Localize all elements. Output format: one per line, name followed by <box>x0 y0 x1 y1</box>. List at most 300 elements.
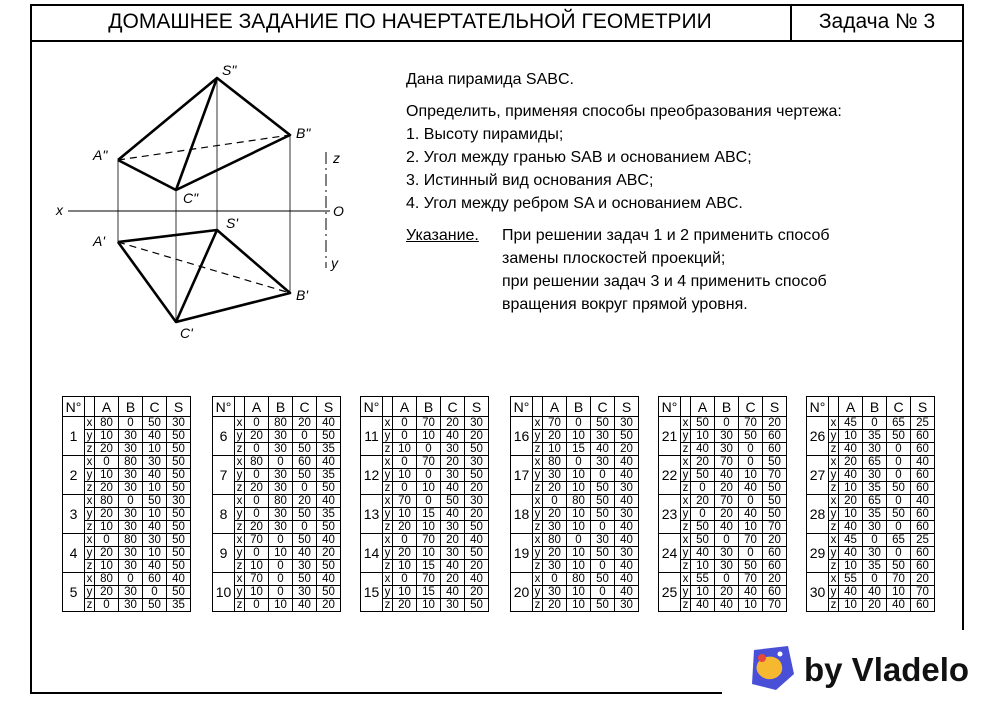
label-a2: A" <box>93 147 108 163</box>
coordinate-cell: 10 <box>567 469 591 482</box>
axis-label: y <box>235 508 245 521</box>
coordinate-cell: 0 <box>417 443 441 456</box>
label-b2: B" <box>296 125 311 141</box>
coordinate-cell: 40 <box>317 456 341 469</box>
coordinate-cell: 55 <box>691 573 715 586</box>
coordinate-cell: 0 <box>417 469 441 482</box>
table-header-cell: N° <box>807 397 829 417</box>
coordinate-cell: 20 <box>95 508 119 521</box>
coordinate-cell: 40 <box>143 469 167 482</box>
table-header-cell: A <box>543 397 567 417</box>
axis-label: x <box>85 573 95 586</box>
coordinate-cell: 20 <box>763 417 787 430</box>
task-item: 3. Истинный вид основания ABC; <box>406 172 654 189</box>
axis-label: y <box>829 469 839 482</box>
axis-label: z <box>383 599 393 612</box>
axis-label: x <box>681 417 691 430</box>
table-row <box>213 456 341 469</box>
coordinate-cell: 10 <box>393 443 417 456</box>
coordinate-cell: 30 <box>615 547 639 560</box>
coordinate-cell: 40 <box>739 586 763 599</box>
table-row <box>63 456 191 469</box>
coordinate-cell: 20 <box>615 443 639 456</box>
coordinate-cell: 20 <box>465 482 489 495</box>
coordinate-cell: 30 <box>269 508 293 521</box>
coordinate-cell: 40 <box>317 534 341 547</box>
coordinate-cell: 50 <box>615 430 639 443</box>
coordinate-cell: 0 <box>739 547 763 560</box>
table-row <box>63 534 191 547</box>
variant-number: 14 <box>361 534 383 573</box>
hint-line: при решении задач 3 и 4 применить способ <box>502 273 827 290</box>
coordinate-cell: 35 <box>863 430 887 443</box>
coordinate-cell: 60 <box>143 573 167 586</box>
coordinate-cell: 0 <box>863 573 887 586</box>
label-y: y <box>331 255 338 271</box>
axis-label: z <box>829 521 839 534</box>
axis-label: z <box>85 521 95 534</box>
coordinate-cell: 20 <box>839 456 863 469</box>
coordinate-cell: 30 <box>715 560 739 573</box>
variant-number: 20 <box>511 573 533 612</box>
coordinate-cell: 50 <box>691 417 715 430</box>
coordinate-cell: 50 <box>441 495 465 508</box>
coordinate-cell: 0 <box>591 586 615 599</box>
hidden-edge-a1b1 <box>118 242 290 293</box>
coordinate-cell: 50 <box>293 443 317 456</box>
coordinate-cell: 40 <box>317 495 341 508</box>
coordinate-cell: 30 <box>591 534 615 547</box>
coordinate-cell: 60 <box>763 547 787 560</box>
coordinate-cell: 60 <box>911 547 935 560</box>
coordinate-cell: 30 <box>441 521 465 534</box>
label-b1: B' <box>296 287 309 303</box>
table-header-cell: A <box>393 397 417 417</box>
coordinate-cell: 70 <box>393 495 417 508</box>
coordinate-cell: 0 <box>715 534 739 547</box>
axis-label: z <box>383 482 393 495</box>
coordinate-cell: 60 <box>911 443 935 456</box>
coordinate-cell: 50 <box>293 573 317 586</box>
axis-label: y <box>383 469 393 482</box>
coordinate-cell: 30 <box>465 456 489 469</box>
hint-line: замены плоскостей проекций; <box>502 250 726 267</box>
variant-number: 1 <box>63 417 85 456</box>
coordinate-cell: 40 <box>887 599 911 612</box>
coordinate-cell: 50 <box>591 482 615 495</box>
variant-table <box>658 396 786 612</box>
table-header-cell <box>681 397 691 417</box>
coordinate-cell: 80 <box>269 417 293 430</box>
axis-label: x <box>235 534 245 547</box>
coordinate-cell: 10 <box>143 547 167 560</box>
coordinate-cell: 40 <box>615 456 639 469</box>
axis-label: z <box>235 599 245 612</box>
table-row <box>659 495 787 508</box>
axis-label: y <box>85 430 95 443</box>
coordinate-cell: 60 <box>763 560 787 573</box>
coordinate-cell: 30 <box>119 430 143 443</box>
table-row <box>511 417 639 430</box>
axis-label: z <box>85 560 95 573</box>
axis-label: y <box>85 586 95 599</box>
axis-label: z <box>681 560 691 573</box>
hint-line: При решении задач 1 и 2 применить способ <box>502 227 830 244</box>
sheet-title: ДОМАШНЕЕ ЗАДАНИЕ ПО НАЧЕРТАТЕЛЬНОЙ ГЕОМЕТРИИ <box>108 10 712 33</box>
table-row <box>213 534 341 547</box>
coordinate-cell: 30 <box>543 560 567 573</box>
coordinate-cell: 40 <box>317 573 341 586</box>
axis-label: z <box>235 443 245 456</box>
coordinate-cell: 30 <box>863 469 887 482</box>
coordinate-cell: 0 <box>95 456 119 469</box>
coordinate-cell: 70 <box>245 573 269 586</box>
coordinate-cell: 30 <box>269 443 293 456</box>
coordinate-cell: 50 <box>293 508 317 521</box>
coordinate-cell: 40 <box>615 521 639 534</box>
table-header-cell: S <box>911 397 935 417</box>
coordinate-cell: 10 <box>417 430 441 443</box>
coordinate-cell: 50 <box>465 469 489 482</box>
axis-label: y <box>235 430 245 443</box>
coordinate-cell: 30 <box>119 547 143 560</box>
variant-number: 8 <box>213 495 235 534</box>
axis-label: x <box>829 417 839 430</box>
axis-label: z <box>829 443 839 456</box>
coordinate-cell: 30 <box>615 508 639 521</box>
coordinate-cell: 40 <box>863 586 887 599</box>
axis-label: z <box>235 560 245 573</box>
table-row <box>361 495 489 508</box>
coordinate-cell: 50 <box>167 456 191 469</box>
coordinate-cell: 0 <box>393 482 417 495</box>
coordinate-cell: 15 <box>417 508 441 521</box>
axis-label: x <box>829 495 839 508</box>
coordinate-cell: 0 <box>887 547 911 560</box>
axis-label: z <box>533 560 543 573</box>
variant-number: 13 <box>361 495 383 534</box>
coordinate-cell: 20 <box>715 586 739 599</box>
coordinate-cell: 0 <box>543 495 567 508</box>
variant-number: 12 <box>361 456 383 495</box>
coordinate-cell: 80 <box>245 456 269 469</box>
coordinate-cell: 60 <box>763 443 787 456</box>
table-header-cell: B <box>863 397 887 417</box>
coordinate-cell: 30 <box>119 508 143 521</box>
variant-number: 28 <box>807 495 829 534</box>
table-row <box>511 534 639 547</box>
coordinate-cell: 10 <box>839 430 863 443</box>
axis-label: z <box>533 482 543 495</box>
table-header-cell: A <box>245 397 269 417</box>
coordinate-cell: 40 <box>591 443 615 456</box>
table-header-cell: B <box>119 397 143 417</box>
coordinate-cell: 50 <box>465 599 489 612</box>
coordinate-cell: 20 <box>441 417 465 430</box>
coordinate-cell: 70 <box>739 417 763 430</box>
axis-label: z <box>829 482 839 495</box>
coordinate-cell: 50 <box>887 482 911 495</box>
coordinate-cell: 20 <box>393 599 417 612</box>
table-row <box>659 573 787 586</box>
coordinate-cell: 30 <box>167 495 191 508</box>
axis-label: y <box>235 547 245 560</box>
coordinate-cell: 10 <box>739 599 763 612</box>
variant-number: 9 <box>213 534 235 573</box>
axis-label: y <box>383 547 393 560</box>
coordinate-cell: 10 <box>691 430 715 443</box>
label-x: x <box>56 202 63 218</box>
axis-label: x <box>533 534 543 547</box>
coordinate-cell: 50 <box>763 482 787 495</box>
axis-label: y <box>681 547 691 560</box>
hint-line: вращения вокруг прямой уровня. <box>502 296 748 313</box>
axis-label: z <box>533 443 543 456</box>
coordinate-cell: 40 <box>465 534 489 547</box>
variant-number: 22 <box>659 456 681 495</box>
axis-label: y <box>383 586 393 599</box>
table-row <box>659 534 787 547</box>
axis-label: x <box>85 534 95 547</box>
axis-label: y <box>533 586 543 599</box>
coordinate-cell: 0 <box>293 521 317 534</box>
table-header-cell: N° <box>63 397 85 417</box>
axis-label: x <box>681 534 691 547</box>
coordinate-cell: 40 <box>615 586 639 599</box>
variant-number: 24 <box>659 534 681 573</box>
coordinate-cell: 60 <box>911 508 935 521</box>
coordinate-cell: 40 <box>691 547 715 560</box>
coordinate-cell: 20 <box>911 573 935 586</box>
coordinate-cell: 40 <box>615 469 639 482</box>
variant-table <box>360 396 488 612</box>
coordinate-cell: 20 <box>393 547 417 560</box>
coordinate-cell: 10 <box>417 482 441 495</box>
coordinate-cell: 0 <box>293 430 317 443</box>
coordinate-cell: 10 <box>567 547 591 560</box>
axis-label: x <box>383 534 393 547</box>
axis-label: z <box>85 482 95 495</box>
coordinate-cell: 30 <box>441 443 465 456</box>
coordinate-cell: 20 <box>245 521 269 534</box>
coordinate-cell: 20 <box>465 508 489 521</box>
coordinate-cell: 60 <box>763 586 787 599</box>
coordinate-cell: 40 <box>615 495 639 508</box>
coordinate-cell: 60 <box>911 560 935 573</box>
coordinate-cell: 10 <box>567 430 591 443</box>
table-header-cell: N° <box>213 397 235 417</box>
coordinate-cell: 40 <box>441 586 465 599</box>
axis-label: y <box>85 469 95 482</box>
coordinate-cell: 0 <box>393 573 417 586</box>
table-header-cell: C <box>887 397 911 417</box>
axis-label: y <box>829 547 839 560</box>
coordinate-cell: 0 <box>245 469 269 482</box>
coordinate-cell: 70 <box>739 573 763 586</box>
coordinate-cell: 20 <box>839 495 863 508</box>
coordinate-cell: 20 <box>293 495 317 508</box>
coordinate-cell: 30 <box>119 586 143 599</box>
axis-label: y <box>235 586 245 599</box>
coordinate-cell: 50 <box>691 534 715 547</box>
coordinate-cell: 30 <box>863 521 887 534</box>
coordinate-cell: 65 <box>863 456 887 469</box>
coordinate-cell: 40 <box>691 443 715 456</box>
axis-label: z <box>383 560 393 573</box>
coordinate-cell: 15 <box>417 586 441 599</box>
coordinate-cell: 50 <box>317 586 341 599</box>
variant-table <box>212 396 340 612</box>
table-header-cell: N° <box>511 397 533 417</box>
coordinate-cell: 10 <box>269 547 293 560</box>
table-header-cell: A <box>95 397 119 417</box>
coordinate-cell: 10 <box>567 586 591 599</box>
table-header-cell <box>383 397 393 417</box>
coordinate-cell: 0 <box>567 417 591 430</box>
coordinate-cell: 25 <box>911 417 935 430</box>
axis-label: z <box>533 521 543 534</box>
table-header-cell: B <box>715 397 739 417</box>
coordinate-cell: 55 <box>839 573 863 586</box>
coordinate-cell: 10 <box>887 586 911 599</box>
table-row <box>807 534 935 547</box>
axis-label: z <box>85 443 95 456</box>
table-row <box>361 417 489 430</box>
coordinate-cell: 0 <box>887 495 911 508</box>
variant-number: 5 <box>63 573 85 612</box>
coordinate-cell: 20 <box>293 417 317 430</box>
axis-label: y <box>235 469 245 482</box>
coordinate-cell: 50 <box>763 495 787 508</box>
coordinate-cell: 20 <box>543 599 567 612</box>
axis-label: x <box>533 573 543 586</box>
coordinate-cell: 40 <box>715 599 739 612</box>
table-row <box>63 417 191 430</box>
coordinate-cell: 0 <box>567 534 591 547</box>
coordinate-cell: 50 <box>739 560 763 573</box>
table-header-cell: A <box>691 397 715 417</box>
coordinate-cell: 10 <box>143 482 167 495</box>
axis-label: y <box>829 508 839 521</box>
coordinate-cell: 30 <box>269 469 293 482</box>
axis-label: x <box>235 495 245 508</box>
axis-label: z <box>383 443 393 456</box>
coordinate-cell: 20 <box>441 573 465 586</box>
coordinate-cell: 40 <box>615 573 639 586</box>
variant-number: 19 <box>511 534 533 573</box>
coordinate-cell: 10 <box>839 508 863 521</box>
coordinate-cell: 50 <box>763 456 787 469</box>
coordinate-cell: 30 <box>441 599 465 612</box>
coordinate-cell: 20 <box>465 430 489 443</box>
coordinate-cell: 30 <box>441 547 465 560</box>
coordinate-cell: 30 <box>119 521 143 534</box>
coordinate-cell: 30 <box>615 599 639 612</box>
coordinate-cell: 10 <box>543 443 567 456</box>
coordinate-cell: 40 <box>317 417 341 430</box>
coordinate-cell: 50 <box>167 547 191 560</box>
axis-label: x <box>85 456 95 469</box>
coordinate-cell: 40 <box>911 495 935 508</box>
coordinate-cell: 20 <box>393 521 417 534</box>
coordinate-cell: 60 <box>911 482 935 495</box>
task-item: 4. Угол между ребром SA и основанием ABC. <box>406 195 743 212</box>
coordinate-cell: 10 <box>567 521 591 534</box>
axis-label: x <box>383 456 393 469</box>
coordinate-cell: 40 <box>441 430 465 443</box>
coordinate-cell: 0 <box>393 430 417 443</box>
coordinate-cell: 20 <box>317 547 341 560</box>
coordinate-cell: 50 <box>167 482 191 495</box>
coordinate-cell: 20 <box>465 586 489 599</box>
axis-label: y <box>829 586 839 599</box>
coordinate-cell: 50 <box>317 482 341 495</box>
coordinate-cell: 30 <box>591 456 615 469</box>
coordinate-cell: 50 <box>143 495 167 508</box>
axis-label: y <box>533 508 543 521</box>
coordinate-cell: 10 <box>567 482 591 495</box>
variant-table <box>62 396 190 612</box>
coordinate-cell: 40 <box>441 482 465 495</box>
coordinate-cell: 50 <box>887 560 911 573</box>
table-header-cell: S <box>317 397 341 417</box>
coordinate-cell: 30 <box>119 469 143 482</box>
variant-number: 7 <box>213 456 235 495</box>
table-row <box>361 573 489 586</box>
coordinate-cell: 30 <box>269 482 293 495</box>
coordinate-cell: 0 <box>95 599 119 612</box>
coordinate-cell: 10 <box>393 508 417 521</box>
coordinate-cell: 50 <box>763 508 787 521</box>
task-given: Дана пирамида SABC. <box>406 71 574 88</box>
axis-label: y <box>85 508 95 521</box>
axis-label: z <box>235 482 245 495</box>
coordinate-cell: 40 <box>293 547 317 560</box>
axis-label: x <box>681 573 691 586</box>
coordinate-cell: 30 <box>543 469 567 482</box>
axis-label: z <box>829 599 839 612</box>
label-s1: S' <box>226 215 239 231</box>
coordinate-cell: 40 <box>143 560 167 573</box>
table-row <box>807 417 935 430</box>
table-header-cell: C <box>143 397 167 417</box>
coordinate-cell: 0 <box>119 573 143 586</box>
table-row <box>361 456 489 469</box>
task-intro: Определить, применяя способы преобразования чертежа: <box>406 103 842 120</box>
variant-number: 17 <box>511 456 533 495</box>
coordinate-cell: 20 <box>763 573 787 586</box>
task-statement <box>406 68 842 316</box>
coordinate-cell: 70 <box>887 573 911 586</box>
coordinate-cell: 0 <box>245 443 269 456</box>
coordinate-cell: 60 <box>911 469 935 482</box>
axis-label: x <box>235 573 245 586</box>
coordinate-cell: 20 <box>543 547 567 560</box>
coordinate-cell: 50 <box>143 417 167 430</box>
coordinate-cell: 50 <box>317 521 341 534</box>
coordinate-cell: 20 <box>95 547 119 560</box>
label-o: O <box>333 203 344 219</box>
label-s2: S" <box>222 62 237 78</box>
axis-label: x <box>383 495 393 508</box>
coordinate-cell: 10 <box>95 521 119 534</box>
coordinate-cell: 0 <box>691 482 715 495</box>
coordinate-cell: 10 <box>417 599 441 612</box>
label-z: z <box>333 150 340 166</box>
title-block <box>30 4 964 42</box>
coordinate-cell: 0 <box>739 443 763 456</box>
coordinate-cell: 10 <box>691 586 715 599</box>
